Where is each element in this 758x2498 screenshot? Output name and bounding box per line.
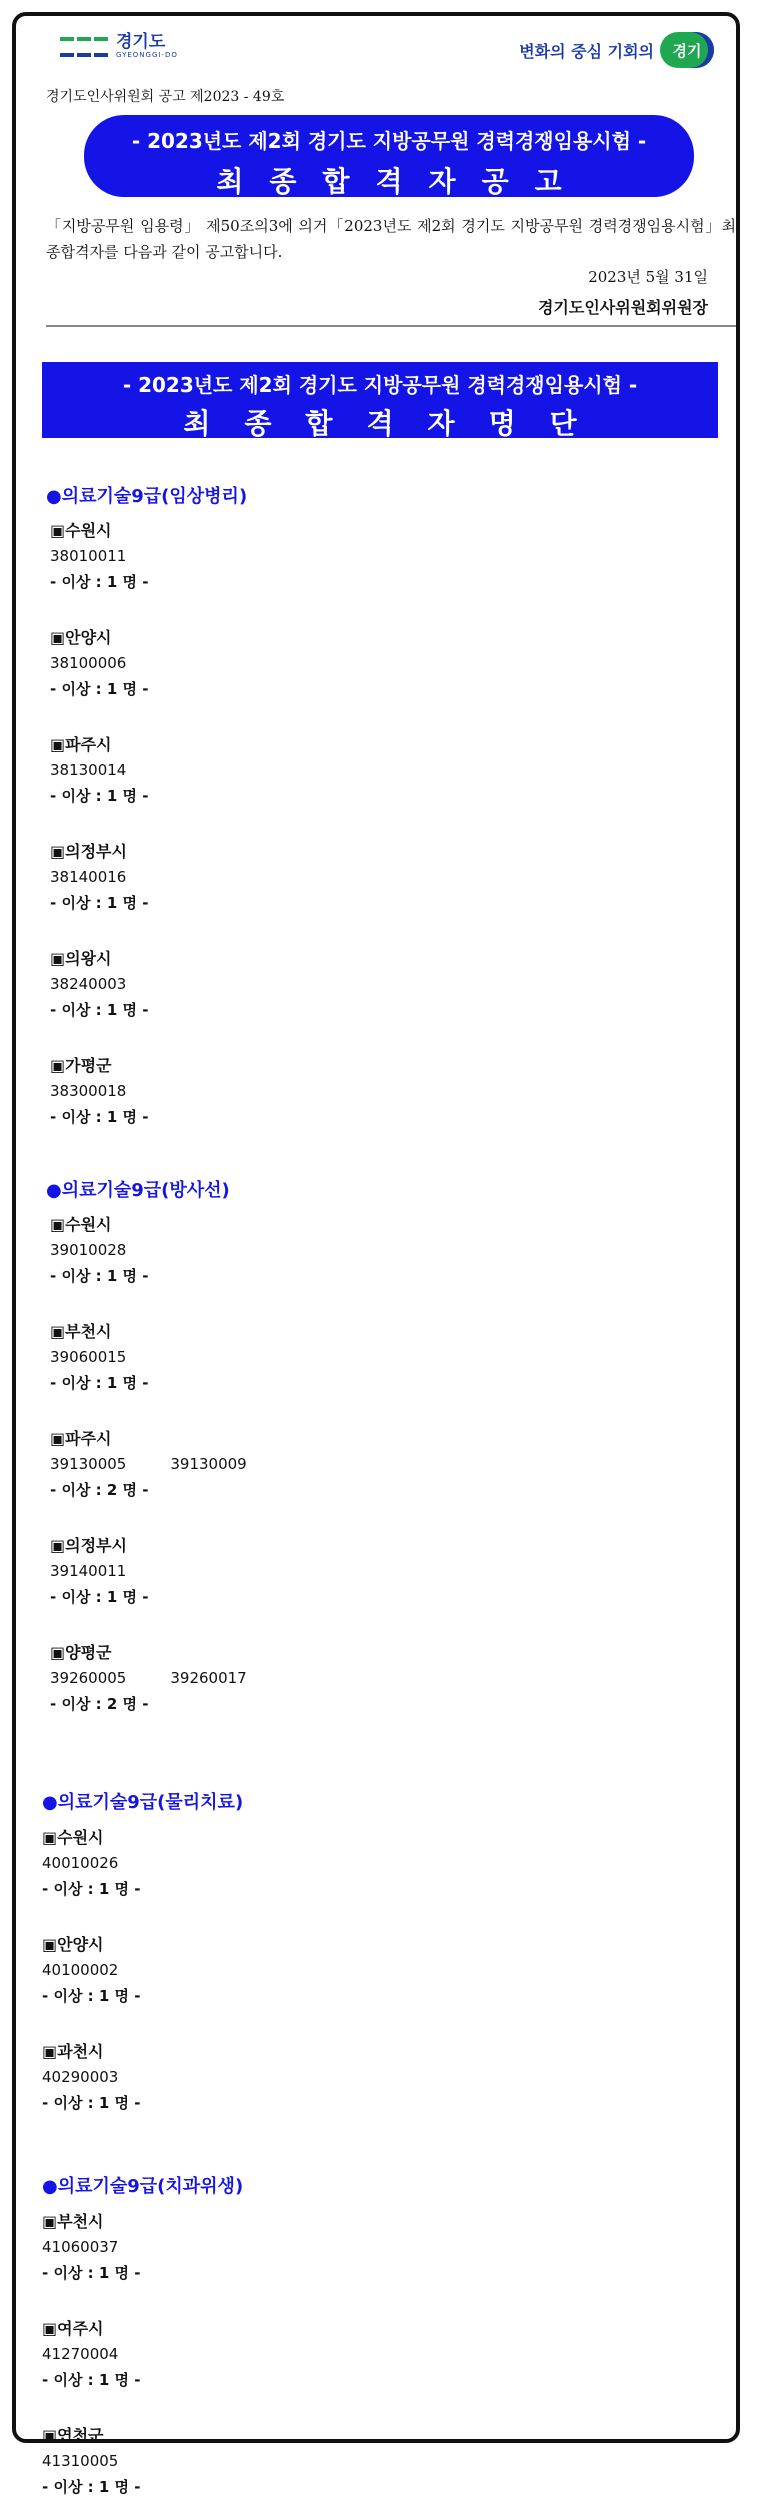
slogan-badge: 경기: [660, 32, 714, 68]
section-title: ●의료기술9급(물리치료): [42, 1792, 244, 1813]
applicant-ids: [50, 759, 170, 781]
notice-title-banner: [84, 115, 694, 197]
result-entry: [50, 949, 170, 1021]
applicant-ids: [42, 1959, 162, 1981]
passer-count: - 이상 : 1 명 -: [50, 787, 149, 805]
region-name: ▣의정부시: [50, 842, 127, 861]
applicant-ids: [50, 545, 170, 567]
applicant-ids: [42, 2066, 162, 2088]
applicant-ids: [50, 1080, 170, 1102]
result-entry: [42, 2212, 162, 2284]
applicant-ids: [42, 1852, 162, 1874]
notice-number: 경기도인사위원회 공고 제2023 - 49호: [46, 89, 285, 105]
result-entry: [50, 1322, 170, 1394]
result-entry: [42, 1828, 162, 1900]
applicant-ids: [50, 652, 170, 674]
applicant-ids: [42, 2343, 162, 2365]
applicant-number: 39060015: [50, 1348, 127, 1366]
result-entry: [50, 735, 170, 807]
applicant-ids: [42, 2236, 162, 2258]
section-title: ●의료기술9급(방사선): [46, 1180, 230, 1201]
gyeonggi-logo-icon: [60, 37, 108, 57]
passer-count: - 이상 : 1 명 -: [50, 680, 149, 698]
passer-count: - 이상 : 1 명 -: [50, 894, 149, 912]
region-name: ▣부천시: [42, 2212, 104, 2231]
result-entry: [42, 2426, 162, 2498]
passer-count: - 이상 : 2 명 -: [50, 1481, 149, 1499]
result-entry: [42, 2042, 162, 2114]
result-entry: [42, 2319, 162, 2391]
passer-count: - 이상 : 1 명 -: [42, 2371, 141, 2389]
passer-count: - 이상 : 1 명 -: [50, 1588, 149, 1606]
region-name: ▣수원시: [50, 521, 112, 540]
applicant-ids: [50, 866, 170, 888]
region-name: ▣여주시: [42, 2319, 104, 2338]
applicant-ids: [50, 1667, 291, 1689]
region-name: ▣양평군: [50, 1643, 112, 1662]
region-name: ▣파주시: [50, 1429, 112, 1448]
applicant-ids: [50, 1239, 170, 1261]
document-frame: [12, 12, 740, 2496]
notice-date: 2023년 5월 31일: [588, 268, 708, 286]
region-name: ▣수원시: [50, 1215, 112, 1234]
notice-signer: 경기도인사위원회위원장: [537, 298, 708, 317]
result-entry: [50, 1536, 170, 1608]
applicant-number: 38300018: [50, 1082, 127, 1100]
applicant-number: 38240003: [50, 975, 127, 993]
region-name: ▣파주시: [50, 735, 112, 754]
notice-intro: 「지방공무원 임용령」 제50조의3에 의거「2023년도 제2회 경기도 지방공무원 경력경쟁임용시험」최종합격자를 다음과 같이 공고합니다.: [46, 217, 736, 261]
section-title: ●의료기술9급(치과위생): [42, 2176, 244, 2197]
divider: [46, 325, 736, 327]
result-entry: [50, 1056, 170, 1128]
passer-count: - 이상 : 2 명 -: [50, 1695, 149, 1713]
slogan-logo: [519, 32, 714, 68]
applicant-number: 39260005: [50, 1669, 127, 1687]
list-title-line1: - 2023년도 제2회 경기도 지방공무원 경력경쟁임용시험 -: [122, 373, 638, 397]
applicant-number: 41310005: [42, 2452, 119, 2470]
passer-count: - 이상 : 1 명 -: [42, 1987, 141, 2005]
passer-count: - 이상 : 1 명 -: [50, 1001, 149, 1019]
applicant-number: 40100002: [42, 1961, 119, 1979]
result-entry: [50, 521, 170, 593]
region-name: ▣수원시: [42, 1828, 104, 1847]
logo-subtext: GYEONGGI-DO: [116, 51, 178, 59]
passer-count: - 이상 : 1 명 -: [42, 2478, 141, 2496]
region-name: ▣가평군: [50, 1056, 112, 1075]
region-name: ▣과천시: [42, 2042, 104, 2061]
result-entry: [50, 628, 170, 700]
applicant-ids: [50, 1560, 170, 1582]
passer-count: - 이상 : 1 명 -: [50, 1267, 149, 1285]
applicant-number: 40010026: [42, 1854, 119, 1872]
applicant-number: 41060037: [42, 2238, 119, 2256]
applicant-number: 41270004: [42, 2345, 119, 2363]
result-entry: [42, 1935, 162, 2007]
list-title-line2: 최종합격자명단: [183, 407, 611, 440]
passer-count: - 이상 : 1 명 -: [50, 573, 149, 591]
applicant-number: 40290003: [42, 2068, 119, 2086]
applicant-number: 39260017: [170, 1669, 247, 1687]
result-entry: [50, 1429, 291, 1501]
applicant-number: 39140011: [50, 1562, 127, 1580]
gyeonggi-logo: [60, 34, 178, 59]
applicant-number: 39130009: [170, 1455, 247, 1473]
notice-title-line2: 최종합격자공고: [216, 165, 588, 198]
applicant-number: 38130014: [50, 761, 127, 779]
applicant-number: 38140016: [50, 868, 127, 886]
list-title-banner: [42, 362, 718, 438]
region-name: ▣안양시: [42, 1935, 104, 1954]
applicant-number: 39130005: [50, 1455, 127, 1473]
result-entry: [50, 1643, 291, 1715]
applicant-number: 38010011: [50, 547, 127, 565]
passer-count: - 이상 : 1 명 -: [50, 1108, 149, 1126]
notice-title-line1: - 2023년도 제2회 경기도 지방공무원 경력경쟁임용시험 -: [131, 129, 647, 153]
applicant-number: 39010028: [50, 1241, 127, 1259]
logo-text: 경기도: [116, 32, 166, 52]
applicant-ids: [50, 1453, 291, 1475]
region-name: ▣연천군: [42, 2426, 104, 2445]
applicant-ids: [50, 973, 170, 995]
slogan-text: 변화의 중심 기회의: [519, 41, 654, 61]
result-entry: [50, 842, 170, 914]
document-header: [16, 16, 736, 76]
applicant-ids: [42, 2450, 162, 2472]
region-name: ▣의왕시: [50, 949, 112, 968]
passer-count: - 이상 : 1 명 -: [42, 1880, 141, 1898]
passer-count: - 이상 : 1 명 -: [50, 1374, 149, 1392]
region-name: ▣의정부시: [50, 1536, 127, 1555]
applicant-ids: [50, 1346, 170, 1368]
applicant-number: 38100006: [50, 654, 127, 672]
passer-count: - 이상 : 1 명 -: [42, 2264, 141, 2282]
region-name: ▣부천시: [50, 1322, 112, 1341]
result-entry: [50, 1215, 170, 1287]
region-name: ▣안양시: [50, 628, 112, 647]
passer-count: - 이상 : 1 명 -: [42, 2094, 141, 2112]
section-title: ●의료기술9급(임상병리): [46, 486, 248, 507]
